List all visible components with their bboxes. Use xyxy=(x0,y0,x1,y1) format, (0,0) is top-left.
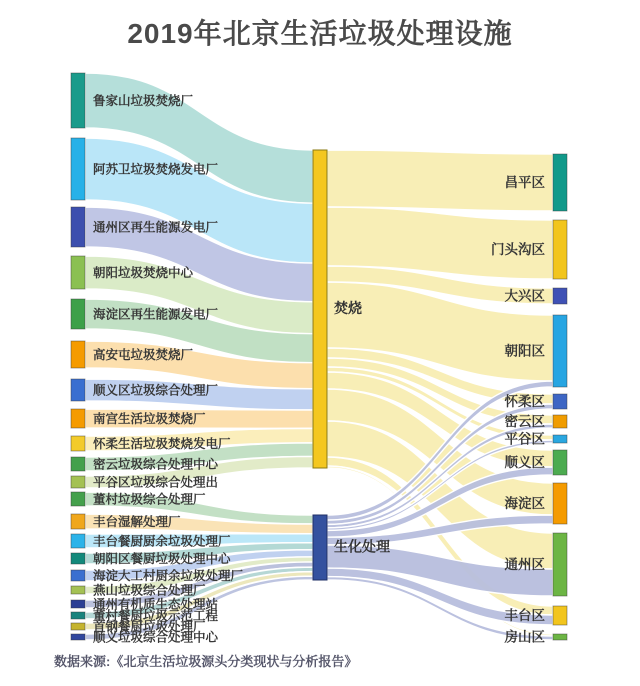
facility-label: 首钢餐厨垃圾处理厂 xyxy=(93,620,206,634)
facility-label: 燕山垃圾综合处理厂 xyxy=(93,583,206,598)
facility-label: 南宫生活垃圾焚烧厂 xyxy=(93,412,206,426)
facility-label: 董村垃圾综合处理厂 xyxy=(93,492,206,507)
process-node xyxy=(313,515,327,580)
facility-node xyxy=(71,256,85,289)
facility-label: 朝阳区餐厨垃圾处理中心 xyxy=(93,552,231,566)
facility-label: 顺义区垃圾综合处理厂 xyxy=(93,383,219,398)
facility-label: 海淀区再生能源发电厂 xyxy=(93,307,219,322)
district-label: 朝阳区 xyxy=(504,343,545,359)
district-node xyxy=(553,288,567,304)
facility-label: 丰台湿解处理厂 xyxy=(93,515,181,529)
chart-title: 2019年北京生活垃圾处理设施 xyxy=(127,18,513,49)
process-label: 生化处理 xyxy=(334,538,390,555)
facility-label: 高安屯垃圾焚烧厂 xyxy=(93,348,194,362)
facility-node xyxy=(71,514,85,529)
facility-label: 平谷区垃圾综合处理出 xyxy=(93,475,219,490)
facility-label: 董村餐厨垃圾示范工程 xyxy=(93,609,219,623)
facility-node xyxy=(71,534,85,548)
facility-node xyxy=(71,379,85,401)
facility-node xyxy=(71,73,85,128)
district-node xyxy=(553,315,567,387)
district-label: 丰台区 xyxy=(504,608,545,623)
district-label: 门头沟区 xyxy=(491,242,545,257)
facility-label: 鲁家山垃圾焚烧厂 xyxy=(93,94,194,108)
facility-node xyxy=(71,492,85,506)
facility-node xyxy=(71,570,85,581)
facility-node xyxy=(71,299,85,329)
process-node xyxy=(313,150,327,468)
district-node xyxy=(553,533,567,596)
facility-label: 通州有机质生态处理站 xyxy=(93,597,219,612)
district-node xyxy=(553,415,567,428)
facility-label: 海淀大工村厨余垃圾处理厂 xyxy=(93,569,244,583)
facility-label: 通州区再生能源发电厂 xyxy=(93,220,219,235)
district-label: 海淀区 xyxy=(504,496,545,511)
district-label: 通州区 xyxy=(504,557,545,572)
district-label: 昌平区 xyxy=(504,175,545,190)
facility-node xyxy=(71,207,85,247)
district-label: 房山区 xyxy=(504,629,545,645)
facility-label: 顺义垃圾综合处理中心 xyxy=(93,630,219,645)
facility-node xyxy=(71,553,85,564)
facility-node xyxy=(71,457,85,471)
district-label: 大兴区 xyxy=(504,288,545,304)
facility-node xyxy=(71,341,85,368)
facility-node xyxy=(71,623,85,630)
district-node xyxy=(553,606,567,625)
facility-node xyxy=(71,634,85,640)
facility-label: 阿苏卫垃圾焚烧发电厂 xyxy=(93,162,219,177)
facility-node xyxy=(71,586,85,594)
facility-node xyxy=(71,436,85,451)
facility-node xyxy=(71,476,85,488)
district-label: 密云区 xyxy=(504,414,545,429)
facility-label: 怀柔生活垃圾焚烧发电厂 xyxy=(93,437,231,451)
facility-node xyxy=(71,612,85,619)
district-node xyxy=(553,154,567,211)
district-label: 平谷区 xyxy=(504,431,545,447)
district-node xyxy=(553,450,567,475)
district-label: 怀柔区 xyxy=(504,394,545,409)
district-node xyxy=(553,634,567,640)
data-source-note: 数据来源:《北京生活垃圾源头分类现状与分析报告》 xyxy=(54,654,358,669)
facility-label: 朝阳垃圾焚烧中心 xyxy=(93,266,194,280)
facility-label: 密云垃圾综合处理中心 xyxy=(93,457,219,472)
facility-node xyxy=(71,138,85,200)
district-node xyxy=(553,435,567,443)
facility-node xyxy=(71,409,85,428)
district-node xyxy=(553,483,567,524)
facility-label: 丰台餐厨厨余垃圾处理厂 xyxy=(93,534,231,549)
process-label: 焚烧 xyxy=(334,300,362,316)
district-node xyxy=(553,394,567,409)
facility-node xyxy=(71,600,85,608)
district-label: 顺义区 xyxy=(504,455,545,470)
district-node xyxy=(553,220,567,279)
